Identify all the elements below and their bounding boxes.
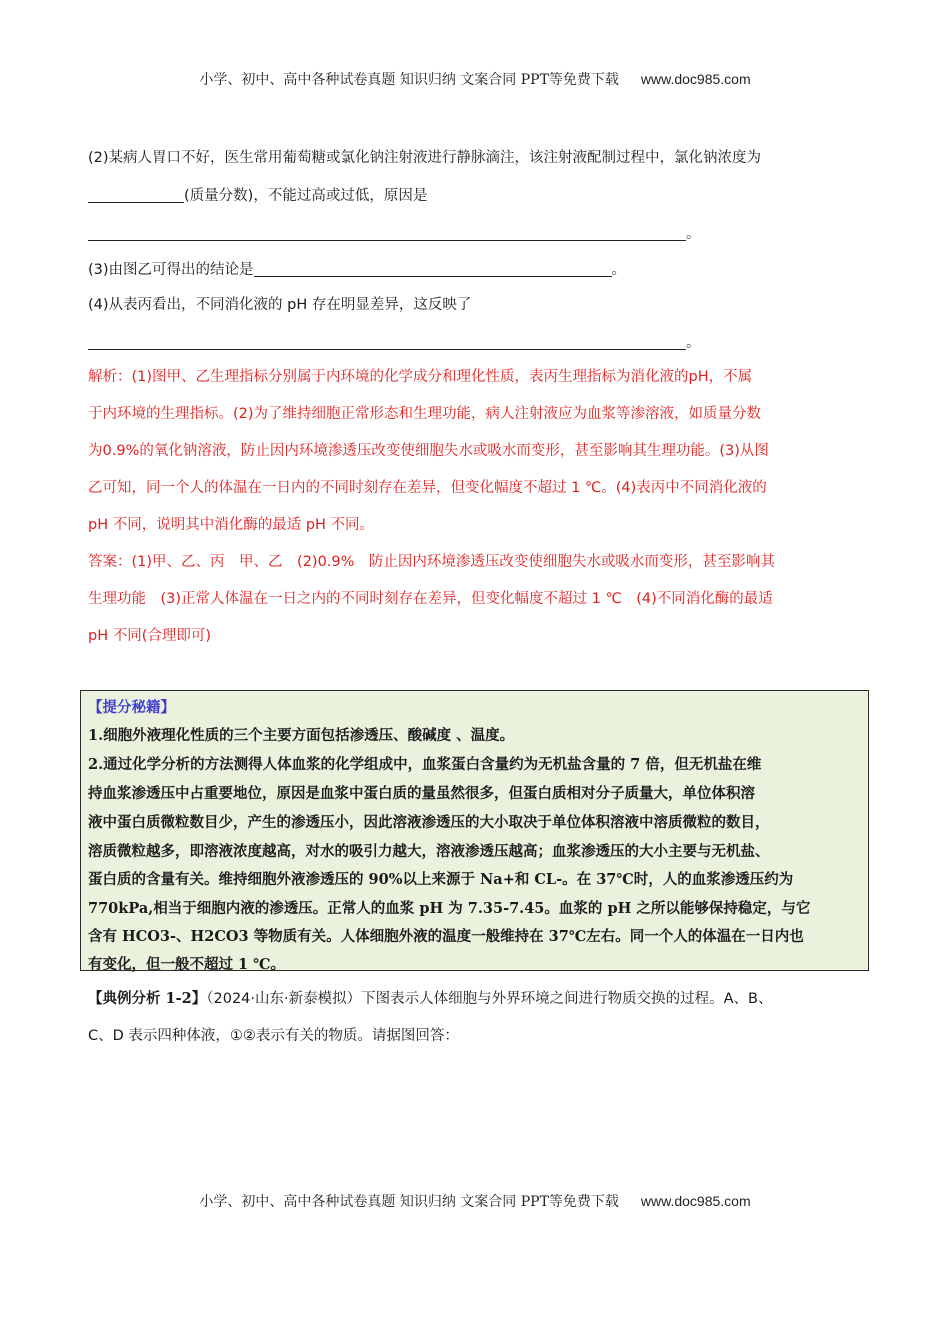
tip-box-title: 【提分秘籍】 (88, 699, 175, 716)
tip-box-line: 1.细胞外液理化性质的三个主要方面包括渗透压、酸碱度 、温度。 (88, 727, 515, 744)
analysis-line: 解析：(1)图甲、乙生理指标分别属于内环境的化学成分和理化性质，表丙生理指标为消化液的pH，不属 (88, 369, 753, 385)
answer-line: pH 不同(合理即可) (88, 628, 212, 644)
question-2-line-2 (88, 184, 427, 205)
tip-box-line: 含有 HCO3-、H2CO3 等物质有关。人体细胞外液的温度一般维持在 37℃左右。同一个人的体温在一日内也 (88, 928, 804, 945)
analysis-line: 于内环境的生理指标。(2)为了维持细胞正常形态和生理功能，病人注射液应为血浆等渗溶液，如质量分数 (88, 406, 762, 422)
question-2-line-2-text: (质量分数)，不能过高或过低，原因是 (184, 188, 428, 204)
question-3 (88, 258, 626, 279)
tip-box (80, 690, 869, 971)
answer-blank[interactable] (88, 186, 184, 203)
example-line-1-text: （2024·山东·新泰模拟）下图表示人体细胞与外界环境之间进行物质交换的过程。A、B、 (206, 991, 773, 1007)
analysis-line: 为0.9%的氧化钠溶液，防止因内环境渗透压改变使细胞失水或吸水而变形，甚至影响其生理功能。(3)从图 (88, 443, 769, 459)
answer-line: 答案：(1)甲、乙、丙 甲、乙 (2)0.9% 防止因内环境渗透压改变使细胞失水或吸水而变形，甚至影响其 (88, 554, 775, 570)
example-label: 【典例分析 1-2】 (88, 990, 207, 1007)
tip-box-line: 液中蛋白质微粒数目少，产生的渗透压小，因此溶液渗透压的大小取决于单位体积溶液中溶质微粒的数目， (88, 814, 770, 831)
question-4-end: 。 (686, 335, 701, 351)
example-line-2: C、D 表示四种体液，①②表示有关的物质。请据图回答： (88, 1028, 459, 1044)
footer-text: 小学、初中、高中各种试卷真题 知识归纳 文案合同 PPT等免费下载 (199, 1194, 619, 1210)
answer-line: 生理功能 (3)正常人体温在一日之内的不同时刻存在差异，但变化幅度不超过 1 ℃ (4)不同消化酶的最适 (88, 591, 773, 607)
analysis-line: 乙可知，同一个人的体温在一日内的不同时刻存在差异，但变化幅度不超过 1 ℃。(4)表丙中不同消化液的 (88, 480, 767, 496)
question-4-line-1: (4)从表丙看出，不同消化液的 pH 存在明显差异，这反映了 (88, 297, 472, 313)
question-2-line-1: (2)某病人胃口不好，医生常用葡萄糖或氯化钠注射液进行静脉滴注，该注射液配制过程中，氯化钠浓度为 (88, 150, 762, 166)
answer-blank[interactable] (88, 224, 686, 241)
question-2-end: 。 (686, 226, 701, 242)
tip-box-line: 2.通过化学分析的方法测得人体血浆的化学组成中，血浆蛋白含量约为无机盐含量的 7 倍，但无机盐在维 (88, 756, 762, 773)
footer-url[interactable]: www.doc985.com (640, 1193, 751, 1209)
page-header (0, 69, 950, 89)
question-3-end: 。 (611, 262, 627, 278)
question-3-text: (3)由图乙可得出的结论是 (88, 262, 254, 278)
header-url[interactable]: www.doc985.com (640, 71, 751, 87)
header-text: 小学、初中、高中各种试卷真题 知识归纳 文案合同 PPT等免费下载 (199, 72, 619, 88)
tip-box-line: 蛋白质的含量有关。维持细胞外液渗透压的 90%以上来源于 Na+和 CL-。在 37℃时，人的血浆渗透压约为 (88, 871, 794, 888)
question-4-line-2 (88, 331, 701, 352)
example-line-1 (88, 987, 772, 1008)
tip-box-line: 持血浆渗透压中占重要地位，原因是血浆中蛋白质的量虽然很多，但蛋白质相对分子质量大，单位体积溶 (88, 785, 755, 802)
answer-blank[interactable] (254, 260, 612, 277)
tip-box-line: 有变化，但一般不超过 1 ℃。 (88, 956, 286, 973)
tip-box-line: 溶质微粒越多，即溶液浓度越高，对水的吸引力越大，溶液渗透压越高；血浆渗透压的大小主要与无机盐、 (88, 843, 770, 860)
page-footer (0, 1191, 950, 1211)
answer-blank[interactable] (88, 333, 686, 350)
question-2-line-3 (88, 222, 701, 243)
analysis-line: pH 不同，说明其中消化酶的最适 pH 不同。 (88, 517, 375, 533)
tip-box-line: 770kPa,相当于细胞内液的渗透压。正常人的血浆 pH 为 7.35-7.45。血浆的 pH 之所以能够保持稳定，与它 (88, 900, 811, 917)
